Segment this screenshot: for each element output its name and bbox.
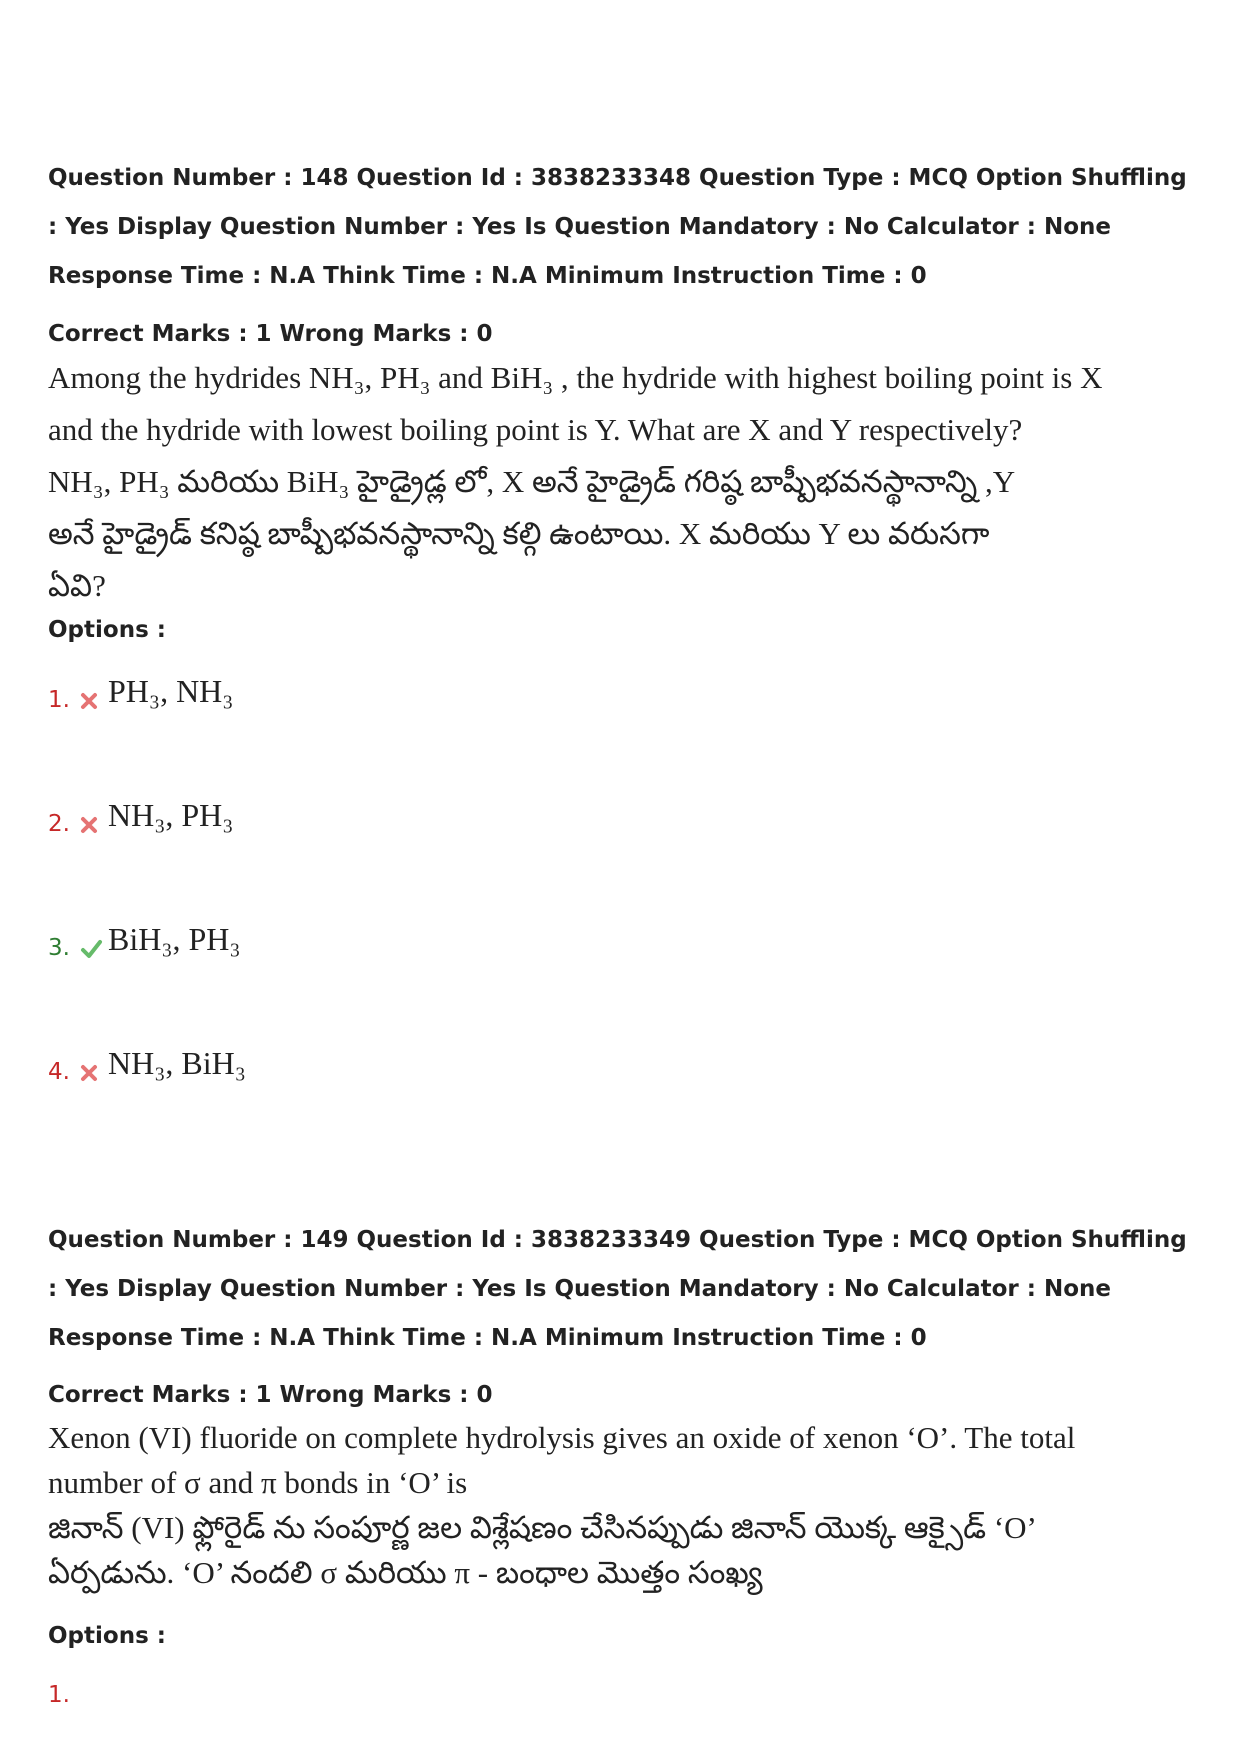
question-text-line: జినాన్ (VI) ఫ్లోరైడ్ ను సంపూర్ణ జల విశ్లేషణం చేసినప్పుడు జినాన్ యొక్క ఆక్సైడ్ ‘O’: [48, 1510, 1037, 1545]
cross-icon: [78, 690, 100, 712]
question-text-line: ఏర్పడును. ‘O’ నందలి σ మరియు π - బంధాల మొత్తం సంఖ్య: [48, 1555, 763, 1590]
question-meta: Question Number : 148 Question Id : 3838233348 Question Type : MCQ Option Shuffling : Yes Display Question Number : Yes Is Question Mandatory : No Calculator : None Response Time : N.A Think Time : N.A Minimum Instruction Time : 0: [48, 165, 1187, 289]
option-number: 3.: [48, 935, 70, 961]
options-label: Options :: [48, 617, 166, 643]
option-number: 2.: [48, 811, 70, 837]
question-marks: Correct Marks : 1 Wrong Marks : 0: [48, 321, 493, 347]
question-text: [48, 1420, 1076, 1600]
option-text: BiH₃, PH₃: [108, 921, 241, 957]
option-number: 4.: [48, 1059, 70, 1085]
question-text-line: number of σ and π bonds in ‘O’ is: [48, 1465, 468, 1500]
option-text: NH₃, BiH₃: [108, 1045, 246, 1081]
question-text-line: Xenon (VI) fluoride on complete hydrolysis gives an oxide of xenon ‘O’. The total: [48, 1420, 1076, 1455]
question-text-line: NH₃, PH₃ మరియు BiH₃ హైడ్రైడ్ల లో, X అనే హైడ్రైడ్ గరిష్ఠ బాష్పీభవనస్థానాన్ని ,Y: [48, 464, 1016, 499]
option-number: 1.: [48, 687, 70, 713]
question-text: [48, 360, 1103, 608]
question-text-line: Among the hydrides NH₃, PH₃ and BiH₃ , the hydride with highest boiling point is X: [48, 360, 1103, 395]
option-number: 1.: [48, 1682, 70, 1708]
cross-icon: [78, 1062, 100, 1084]
options-label: Options :: [48, 1623, 166, 1649]
option-text: PH₃, NH₃: [108, 673, 234, 709]
question-text-line: and the hydride with lowest boiling point is Y. What are X and Y respectively?: [48, 412, 1023, 447]
cross-icon: [78, 814, 100, 836]
check-icon: [78, 938, 104, 960]
question-meta: Question Number : 149 Question Id : 3838233349 Question Type : MCQ Option Shuffling : Yes Display Question Number : Yes Is Question Mandatory : No Calculator : None Response Time : N.A Think Time : N.A Minimum Instruction Time : 0: [48, 1227, 1187, 1351]
question-text-line: అనే హైడ్రైడ్ కనిష్ఠ బాష్పీభవనస్థానాన్ని కల్గి ఉంటాయి. X మరియు Y లు వరుసగా: [48, 516, 990, 551]
question-text-line: ఏవి?: [48, 568, 106, 603]
option-text: NH₃, PH₃: [108, 797, 234, 833]
question-marks: Correct Marks : 1 Wrong Marks : 0: [48, 1382, 493, 1408]
